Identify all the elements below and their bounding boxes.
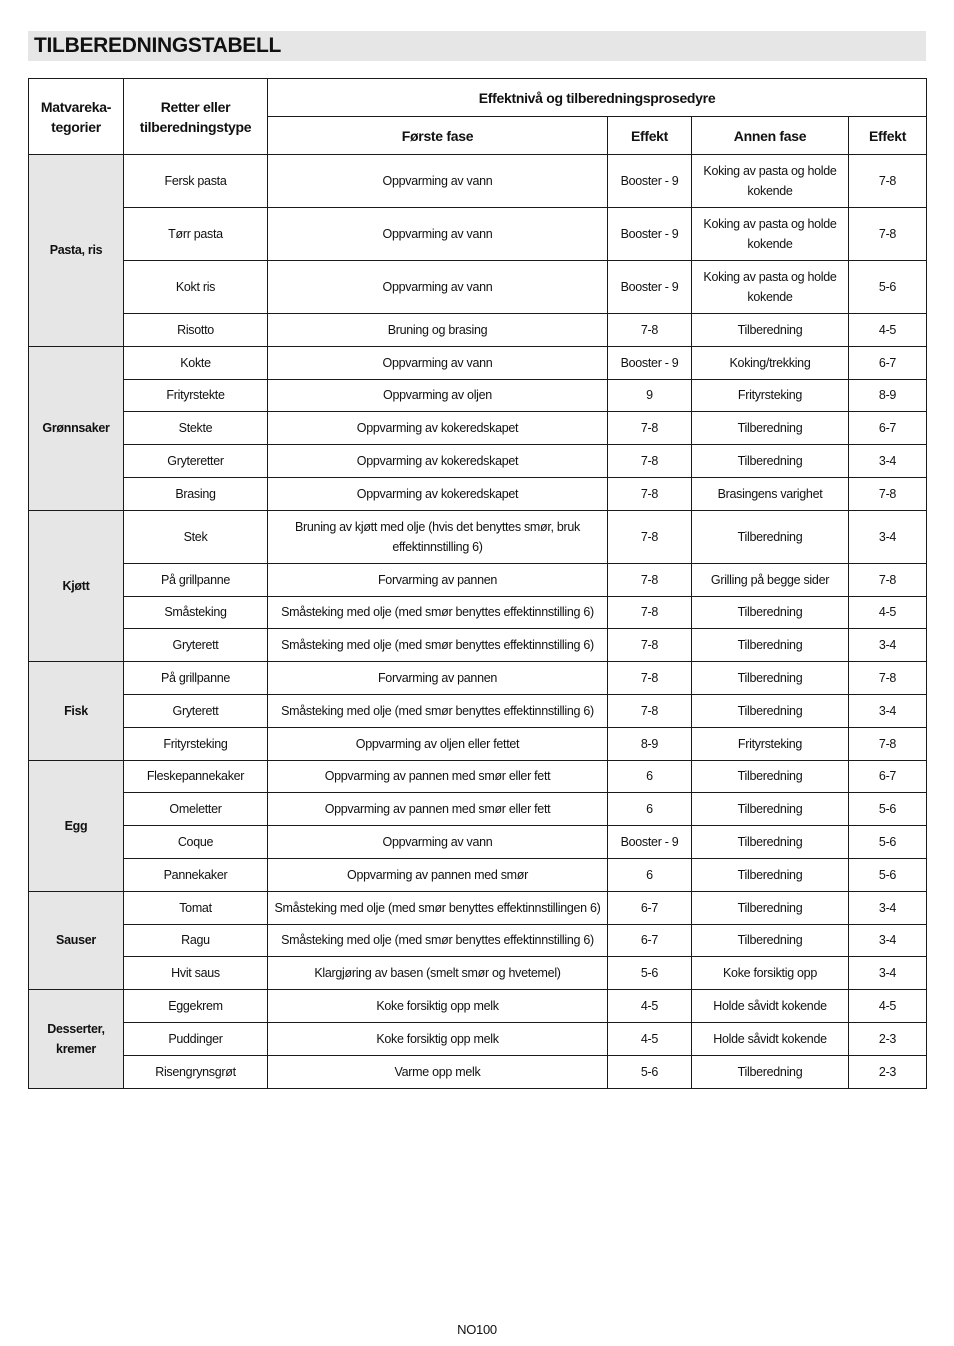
phase2-cell: Tilberedning [692, 445, 849, 478]
phase2-cell: Tilberedning [692, 891, 849, 924]
phase1-cell: Småsteking med olje (med smør benyttes effektinnstilling 6) [268, 629, 608, 662]
table-row [29, 155, 927, 208]
phase2-cell: Koke forsiktig opp [692, 957, 849, 990]
phase2-cell: Frityrsteking [692, 727, 849, 760]
power1-cell: 7-8 [608, 412, 692, 445]
power2-cell: 4-5 [849, 990, 927, 1023]
phase2-cell: Tilberedning [692, 412, 849, 445]
phase1-cell: Oppvarming av kokeredskapet [268, 412, 608, 445]
table-row [29, 596, 927, 629]
dish-cell: Stek [124, 510, 268, 563]
power1-cell: Booster - 9 [608, 208, 692, 261]
header-phase2: Annen fase [692, 117, 849, 155]
phase1-cell: Oppvarming av vann [268, 826, 608, 859]
table-row [29, 314, 927, 347]
power1-cell: 6-7 [608, 891, 692, 924]
header-power2: Effekt [849, 117, 927, 155]
power1-cell: 7-8 [608, 510, 692, 563]
dish-cell: Omeletter [124, 793, 268, 826]
phase1-cell: Bruning og brasing [268, 314, 608, 347]
power2-cell: 5-6 [849, 858, 927, 891]
phase2-cell: Grilling på begge sider [692, 563, 849, 596]
power2-cell: 4-5 [849, 596, 927, 629]
phase2-cell: Tilberedning [692, 596, 849, 629]
dish-cell: Kokt ris [124, 261, 268, 314]
power1-cell: Booster - 9 [608, 346, 692, 379]
dish-cell: Hvit saus [124, 957, 268, 990]
dish-cell: Risotto [124, 314, 268, 347]
phase1-cell: Småsteking med olje (med smør benyttes effektinnstilling 6) [268, 924, 608, 957]
category-cell: Fisk [29, 662, 124, 760]
power2-cell: 6-7 [849, 346, 927, 379]
dish-cell: Småsteking [124, 596, 268, 629]
phase1-cell: Forvarming av pannen [268, 563, 608, 596]
power2-cell: 8-9 [849, 379, 927, 412]
phase2-cell: Tilberedning [692, 793, 849, 826]
table-row [29, 1022, 927, 1055]
power1-cell: 7-8 [608, 563, 692, 596]
power2-cell: 7-8 [849, 155, 927, 208]
power2-cell: 4-5 [849, 314, 927, 347]
category-cell: Sauser [29, 891, 124, 989]
table-row [29, 379, 927, 412]
dish-cell: Ragu [124, 924, 268, 957]
power1-cell: 7-8 [608, 445, 692, 478]
table-row [29, 346, 927, 379]
phase1-cell: Oppvarming av kokeredskapet [268, 445, 608, 478]
table-row [29, 445, 927, 478]
power1-cell: Booster - 9 [608, 261, 692, 314]
header-category: Matvareka-tegorier [29, 79, 124, 155]
phase1-cell: Småsteking med olje (med smør benyttes effektinnstilling 6) [268, 596, 608, 629]
power1-cell: 5-6 [608, 1055, 692, 1088]
power2-cell: 7-8 [849, 727, 927, 760]
dish-cell: Risengrynsgrøt [124, 1055, 268, 1088]
table-row [29, 261, 927, 314]
power1-cell: 6 [608, 858, 692, 891]
phase2-cell: Tilberedning [692, 924, 849, 957]
header-power1: Effekt [608, 117, 692, 155]
power1-cell: 6 [608, 760, 692, 793]
power1-cell: 8-9 [608, 727, 692, 760]
header-dish: Retter eller tilberedningstype [124, 79, 268, 155]
phase1-cell: Oppvarming av vann [268, 346, 608, 379]
power2-cell: 2-3 [849, 1055, 927, 1088]
power2-cell: 3-4 [849, 924, 927, 957]
power2-cell: 5-6 [849, 826, 927, 859]
phase2-cell: Holde såvidt kokende [692, 990, 849, 1023]
title-bar [28, 31, 926, 61]
dish-cell: Gryteretter [124, 445, 268, 478]
power2-cell: 3-4 [849, 891, 927, 924]
dish-cell: Tørr pasta [124, 208, 268, 261]
category-cell: Desserter, kremer [29, 990, 124, 1088]
power1-cell: 7-8 [608, 314, 692, 347]
table-row [29, 694, 927, 727]
phase1-cell: Oppvarming av oljen [268, 379, 608, 412]
phase2-cell: Tilberedning [692, 314, 849, 347]
phase1-cell: Koke forsiktig opp melk [268, 990, 608, 1023]
phase2-cell: Tilberedning [692, 694, 849, 727]
phase2-cell: Koking av pasta og holde kokende [692, 155, 849, 208]
phase1-cell: Bruning av kjøtt med olje (hvis det benyttes smør, bruk effektinnstilling 6) [268, 510, 608, 563]
table-row [29, 510, 927, 563]
phase1-cell: Oppvarming av vann [268, 208, 608, 261]
phase1-cell: Klargjøring av basen (smelt smør og hvetemel) [268, 957, 608, 990]
dish-cell: Brasing [124, 477, 268, 510]
power2-cell: 7-8 [849, 662, 927, 695]
phase2-cell: Tilberedning [692, 629, 849, 662]
dish-cell: Fersk pasta [124, 155, 268, 208]
power1-cell: 7-8 [608, 694, 692, 727]
table-row [29, 793, 927, 826]
category-cell: Grønnsaker [29, 346, 124, 510]
power1-cell: 6 [608, 793, 692, 826]
phase2-cell: Tilberedning [692, 760, 849, 793]
table-row [29, 1055, 927, 1088]
power2-cell: 3-4 [849, 445, 927, 478]
table-row [29, 412, 927, 445]
phase1-cell: Oppvarming av pannen med smør eller fett [268, 760, 608, 793]
category-cell: Pasta, ris [29, 155, 124, 347]
table-row [29, 208, 927, 261]
dish-cell: Tomat [124, 891, 268, 924]
table-row [29, 858, 927, 891]
dish-cell: Coque [124, 826, 268, 859]
power2-cell: 3-4 [849, 629, 927, 662]
category-cell: Egg [29, 760, 124, 891]
power2-cell: 3-4 [849, 694, 927, 727]
table-row [29, 727, 927, 760]
table-row [29, 563, 927, 596]
power1-cell: 7-8 [608, 477, 692, 510]
power1-cell: 7-8 [608, 629, 692, 662]
phase1-cell: Forvarming av pannen [268, 662, 608, 695]
phase2-cell: Frityrsteking [692, 379, 849, 412]
phase2-cell: Koking av pasta og holde kokende [692, 261, 849, 314]
power2-cell: 7-8 [849, 477, 927, 510]
dish-cell: På grillpanne [124, 563, 268, 596]
table-row [29, 477, 927, 510]
dish-cell: Stekte [124, 412, 268, 445]
table-row [29, 957, 927, 990]
power2-cell: 5-6 [849, 261, 927, 314]
dish-cell: Frityrstekte [124, 379, 268, 412]
power1-cell: 6-7 [608, 924, 692, 957]
header-phase1: Første fase [268, 117, 608, 155]
phase2-cell: Tilberedning [692, 826, 849, 859]
dish-cell: Kokte [124, 346, 268, 379]
phase2-cell: Tilberedning [692, 858, 849, 891]
power1-cell: 9 [608, 379, 692, 412]
header-group: Effektnivå og tilberedningsprosedyre [268, 79, 927, 117]
phase2-cell: Tilberedning [692, 510, 849, 563]
power1-cell: Booster - 9 [608, 826, 692, 859]
phase1-cell: Oppvarming av pannen med smør [268, 858, 608, 891]
table-row [29, 924, 927, 957]
power2-cell: 6-7 [849, 412, 927, 445]
table-body [29, 155, 927, 1089]
phase1-cell: Koke forsiktig opp melk [268, 1022, 608, 1055]
page-footer: NO100 [457, 1322, 497, 1337]
power1-cell: 7-8 [608, 662, 692, 695]
phase1-cell: Oppvarming av vann [268, 261, 608, 314]
power2-cell: 3-4 [849, 957, 927, 990]
table-row [29, 891, 927, 924]
page-title: TILBEREDNINGSTABELL [34, 34, 282, 57]
power1-cell: 4-5 [608, 1022, 692, 1055]
phase1-cell: Oppvarming av oljen eller fettet [268, 727, 608, 760]
phase1-cell: Småsteking med olje (med smør benyttes effektinnstilling 6) [268, 694, 608, 727]
power2-cell: 5-6 [849, 793, 927, 826]
category-cell: Kjøtt [29, 510, 124, 661]
phase2-cell: Holde såvidt kokende [692, 1022, 849, 1055]
dish-cell: Eggekrem [124, 990, 268, 1023]
dish-cell: Pannekaker [124, 858, 268, 891]
power1-cell: 7-8 [608, 596, 692, 629]
phase2-cell: Tilberedning [692, 1055, 849, 1088]
dish-cell: Frityrsteking [124, 727, 268, 760]
phase1-cell: Småsteking med olje (med smør benyttes effektinnstillingen 6) [268, 891, 608, 924]
phase1-cell: Varme opp melk [268, 1055, 608, 1088]
power2-cell: 7-8 [849, 208, 927, 261]
phase1-cell: Oppvarming av kokeredskapet [268, 477, 608, 510]
phase2-cell: Brasingens varighet [692, 477, 849, 510]
power2-cell: 6-7 [849, 760, 927, 793]
phase2-cell: Koking av pasta og holde kokende [692, 208, 849, 261]
dish-cell: Gryterett [124, 694, 268, 727]
dish-cell: Fleskepannekaker [124, 760, 268, 793]
dish-cell: Gryterett [124, 629, 268, 662]
power2-cell: 7-8 [849, 563, 927, 596]
power1-cell: Booster - 9 [608, 155, 692, 208]
table-row [29, 662, 927, 695]
power1-cell: 5-6 [608, 957, 692, 990]
phase2-cell: Koking/trekking [692, 346, 849, 379]
phase1-cell: Oppvarming av vann [268, 155, 608, 208]
table-row [29, 629, 927, 662]
cooking-table [28, 78, 927, 1089]
phase2-cell: Tilberedning [692, 662, 849, 695]
dish-cell: På grillpanne [124, 662, 268, 695]
power2-cell: 2-3 [849, 1022, 927, 1055]
power1-cell: 4-5 [608, 990, 692, 1023]
dish-cell: Puddinger [124, 1022, 268, 1055]
phase1-cell: Oppvarming av pannen med smør eller fett [268, 793, 608, 826]
table-row [29, 826, 927, 859]
table-row [29, 990, 927, 1023]
table-row [29, 760, 927, 793]
power2-cell: 3-4 [849, 510, 927, 563]
